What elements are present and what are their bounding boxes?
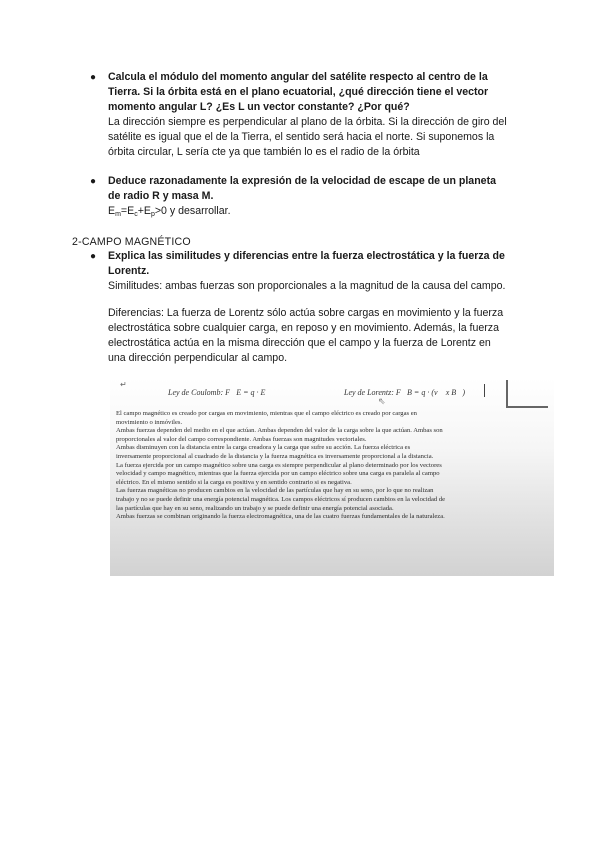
question-momento-angular (90, 70, 528, 160)
embedded-scan-image (110, 378, 554, 576)
scan-line: las partículas que hay en su seno, realizando un trabajo y se puede definir una energía potencial asociada. (116, 504, 394, 512)
question-title-line: de radio R y masa M. (108, 190, 214, 202)
question-title (108, 249, 528, 279)
scan-line: Las fuerzas magnéticas no producen cambios en la velocidad de las partículas que hay en su seno, por lo que no realizan (116, 487, 434, 495)
formula-coulomb: Ley de Coulomb: F⃗E = q · E⃗ (168, 388, 272, 397)
diferencias-line: una dirección perpendicular al campo. (108, 352, 288, 364)
scan-line: eléctrico. En el mismo sentido si la carga es positiva y en sentido contrario si es negativa. (116, 478, 352, 486)
question-velocidad-escape (90, 174, 528, 222)
question-title-line: Lorentz. (108, 265, 150, 277)
text-cursor-icon (484, 384, 485, 397)
answer-line: satélite es igual que el de la Tierra, el sentido será hacia el norte. Si suponemos la (108, 131, 495, 143)
scan-line: velocidad y campo magnético, mientras que la fuerza ejercida por un campo eléctrico sobre una carga es paralela al campo (116, 470, 440, 478)
diferencias-line: electrostática sobre cualquier carga, en reposo y en movimiento. Además, la fuerza (108, 322, 499, 334)
section-title: 2-CAMPO MAGNÉTICO (72, 236, 191, 248)
scan-text-block (116, 410, 546, 522)
answer-line: órbita circular, L sería cte ya que también lo es el radio de la órbita (108, 146, 420, 158)
frame-corner-icon (506, 380, 548, 408)
answer-text (108, 115, 528, 160)
question-title (108, 174, 528, 204)
diferencias-line: electrostática actúa en la misma dirección que el campo y la fuerza de Lorentz en (108, 337, 491, 349)
question-title-line: Calcula el módulo del momento angular del satélite respecto al centro de la (108, 71, 488, 83)
scan-line: movimiento o inmóviles. (116, 418, 183, 426)
bullet-icon: ● (90, 72, 97, 83)
diferencias-paragraph (108, 306, 528, 366)
question-title-line: Deduce razonadamente la expresión de la velocidad de escape de un planeta (108, 175, 496, 187)
scan-line: proporcionales al valor del campo correspondiente. Ambas fuerzas son magnitudes vectoriales. (116, 435, 367, 443)
answer-line: La dirección siempre es perpendicular al plano de la órbita. Si la dirección de giro del (108, 116, 507, 128)
mouse-pointer-icon: ⇖ (378, 396, 386, 406)
question-title-line: Tierra. Si la órbita está en el plano ecuatorial, ¿qué dirección tiene el vector (108, 86, 489, 98)
scan-line: Ambas fuerzas dependen del medio en el que actúan. Ambas dependen del valor de la carga sobre la que actúan. Ambas son (116, 427, 443, 435)
bullet-icon: ● (90, 176, 97, 187)
return-mark-icon: ↵ (120, 380, 127, 389)
scan-line: El campo magnético es creado por cargas en movimiento, mientras que el campo eléctrico es creado por cargas en (116, 410, 417, 417)
question-title-line: Explica las similitudes y diferencias entre la fuerza electrostática y la fuerza de (108, 250, 505, 262)
scan-line: inversamente proporcional al cuadrado de la distancia y la fuerza magnética es inversamente proporcional a la distancia. (116, 452, 434, 460)
similitudes-text: Similitudes: ambas fuerzas son proporcionales a la magnitud de la causa del campo. (108, 280, 506, 292)
question-title-line: momento angular L? ¿Es L un vector constante? ¿Por qué? (108, 101, 410, 113)
scan-line: Ambas fuerzas se combinan originando la fuerza electromagnética, una de las cuatro fuerzas fundamentales de la naturaleza. (116, 513, 445, 521)
scan-line: Ambas disminuyen con la distancia entre la carga creadora y la carga que sufre su acción. La fuerza eléctrica es (116, 444, 411, 452)
question-title (108, 70, 528, 115)
answer-energy-expression: $E_m=E_c+E_p>0$ y desarrollar. (108, 205, 231, 218)
scan-line: trabajo y no se puede definir una energía potencial magnética. Los campos eléctricos sí producen cambios en la velocidad de (116, 495, 446, 503)
bullet-icon: ● (90, 251, 97, 262)
formula-lorentz: Ley de Lorentz: F⃗B = q · (v⃗ x B⃗) (344, 388, 466, 397)
question-fuerza-lorentz (90, 249, 528, 294)
diferencias-line: Diferencias: La fuerza de Lorentz sólo actúa sobre cargas en movimiento y la fuerza (108, 307, 504, 319)
scan-line: La fuerza ejercida por un campo magnético sobre una carga es siempre perpendicular al plano determinado por los vectores (116, 461, 442, 469)
